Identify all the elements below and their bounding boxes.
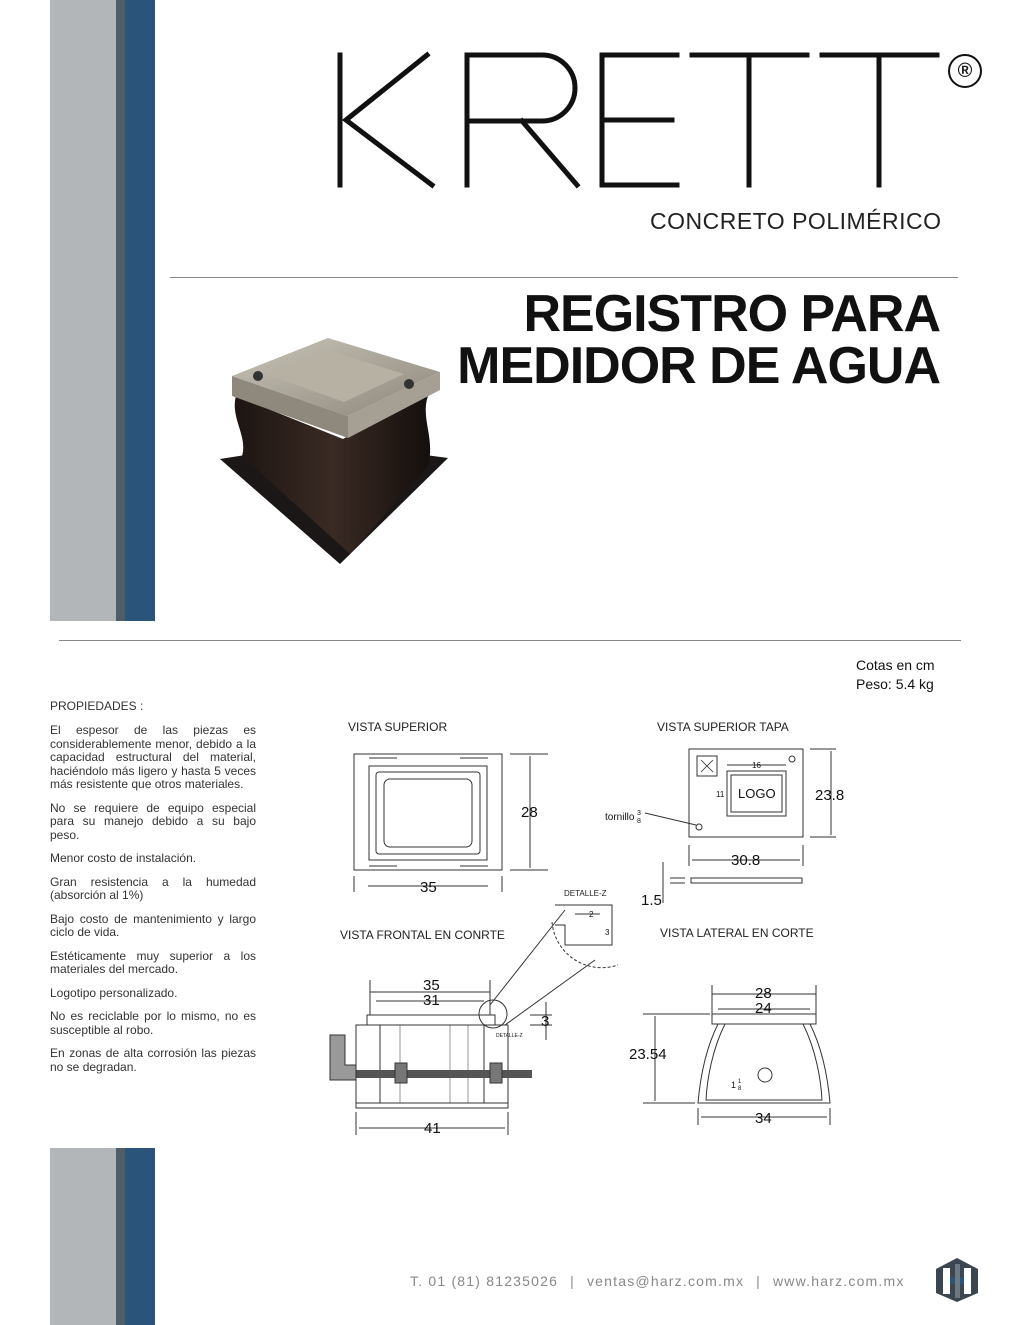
lid-width: 30.8 — [731, 852, 761, 869]
footer-separator: | — [756, 1273, 761, 1289]
side-bar-slate-top — [116, 0, 125, 621]
lid-logo-height: 11 — [716, 790, 725, 799]
specs-block — [856, 656, 935, 694]
registered-mark: ® — [948, 54, 982, 88]
property-item: Logotipo personalizado. — [50, 985, 178, 1000]
top-view-label: VISTA SUPERIOR — [348, 720, 448, 734]
side-hole-den: 8 — [738, 1086, 742, 1092]
front-base: 41 — [424, 1120, 441, 1137]
screw-num: 3 — [637, 810, 641, 817]
side-height: 23.54 — [629, 1046, 667, 1063]
screw-den: 8 — [637, 818, 641, 825]
side-view-label: VISTA LATERAL EN CORTE — [660, 926, 814, 940]
side-hole-num: 1 — [738, 1079, 742, 1085]
property-item: Bajo costo de mantenimiento y largo ciclo de vida. — [50, 911, 256, 939]
lid-thickness: 1.5 — [641, 892, 662, 909]
lid-height: 23.8 — [815, 787, 845, 804]
side-inner: 24 — [755, 1000, 772, 1017]
krett-logo — [332, 40, 942, 200]
footer-email[interactable]: ventas@harz.com.mx — [586, 1273, 745, 1289]
property-item: El espesor de las piezas es considerablemente menor, debido a la capacidad estructural del material, haciéndolo más ligero y hasta 5 veces más resistente que otros materiales. — [50, 723, 256, 791]
detail-label: DETALLE-Z — [564, 889, 607, 898]
footer-contact — [410, 1273, 905, 1289]
side-bar-grey-top — [50, 0, 116, 621]
side-base: 34 — [755, 1110, 772, 1127]
front-view-label: VISTA FRONTAL EN CONRTE — [340, 928, 505, 942]
weight-note: Peso: 5.4 kg — [856, 676, 934, 692]
side-outer: 28 — [755, 985, 772, 1002]
side-bar-slate-bottom — [116, 1148, 125, 1325]
brand-subtitle: CONCRETO POLIMÉRICO — [650, 208, 942, 234]
top-view-height: 28 — [521, 804, 538, 821]
harz-logo-icon — [934, 1256, 980, 1304]
properties-heading: PROPIEDADES : — [50, 699, 144, 713]
properties-list — [50, 724, 256, 1084]
product-photo — [218, 336, 454, 568]
side-hole-whole: 1 — [731, 1080, 737, 1090]
product-title-line2: MEDIDOR DE AGUA — [457, 337, 940, 395]
front-inner: 31 — [423, 992, 440, 1009]
lid-logo-width: 16 — [752, 761, 761, 770]
property-item: No es reciclable por lo mismo, no es susceptible al robo. — [50, 1009, 256, 1037]
property-item: Gran resistencia a la humedad (absorción al 1%) — [50, 874, 256, 902]
units-note: Cotas en cm — [856, 657, 935, 673]
detail-d2: 3 — [605, 928, 610, 937]
product-title — [457, 285, 940, 395]
side-bar-grey-bottom — [50, 1148, 116, 1325]
technical-drawings — [300, 700, 860, 1145]
screw-label: tornillo — [605, 812, 635, 823]
property-item: No se requiere de equipo especial para su manejo debido a su bajo peso. — [50, 800, 256, 842]
side-bar-blue-top — [125, 0, 155, 621]
divider-top — [170, 277, 958, 278]
property-item: Estéticamente muy superior a los materiales del mercado. — [50, 948, 256, 976]
detail-small-label: DETALLE-Z — [496, 1033, 523, 1039]
property-item: Menor costo de instalación. — [50, 851, 197, 865]
detail-d1: 2 — [589, 910, 594, 919]
front-lip: 3 — [541, 1013, 550, 1030]
product-title-line1: REGISTRO PARA — [523, 285, 940, 343]
front-outer: 35 — [423, 977, 440, 994]
divider-middle — [59, 640, 961, 641]
top-view-width: 35 — [420, 879, 437, 896]
property-item: En zonas de alta corrosión las piezas no se degradan. — [50, 1046, 256, 1074]
footer-phone: T. 01 (81) 81235026 — [410, 1273, 559, 1289]
lid-logo: LOGO — [738, 786, 776, 801]
footer-separator: | — [570, 1273, 575, 1289]
footer-website[interactable]: www.harz.com.mx — [773, 1273, 905, 1289]
lid-view-label: VISTA SUPERIOR TAPA — [657, 720, 789, 734]
side-bar-blue-bottom — [125, 1148, 155, 1325]
